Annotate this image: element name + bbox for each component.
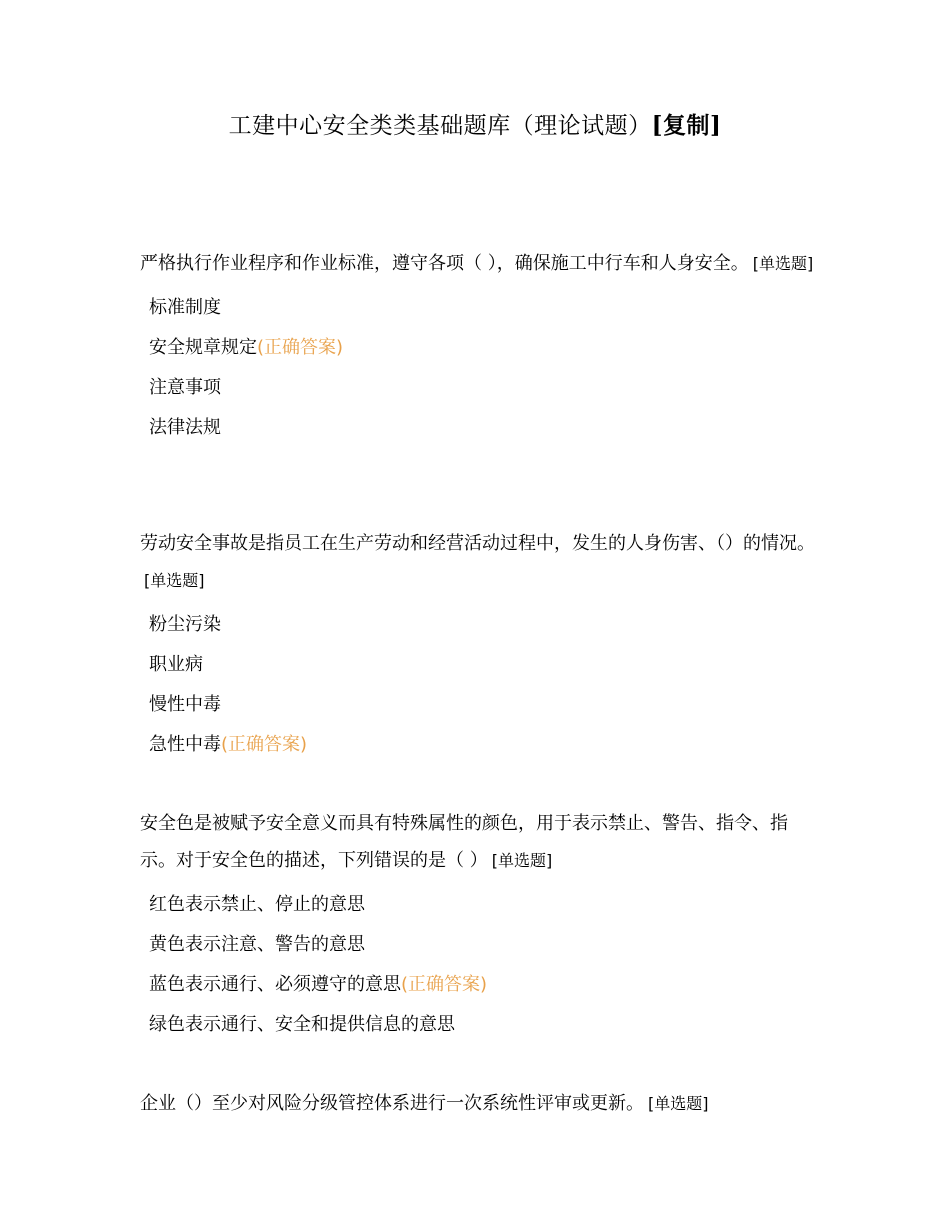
- option-item[interactable]: [140, 645, 820, 685]
- option-item[interactable]: [140, 605, 820, 645]
- option-label: 法律法规: [149, 417, 221, 438]
- option-item[interactable]: [140, 925, 820, 965]
- option-label: 蓝色表示通行、必须遵守的意思: [149, 974, 401, 995]
- option-item[interactable]: [140, 1005, 820, 1045]
- correct-answer-mark: (正确答案): [257, 337, 344, 358]
- question-stem: 安全色是被赋予安全意义而具有特殊属性的颜色，用于表示禁止、警告、指令、指示。对于安全色的描述，下列错误的是（ ）: [140, 813, 788, 871]
- correct-answer-mark: (正确答案): [221, 734, 308, 755]
- correct-answer-mark: (正确答案): [401, 974, 488, 995]
- question-text: [140, 1085, 820, 1122]
- option-item[interactable]: [140, 685, 820, 725]
- question-stem: 严格执行作业程序和作业标准，遵守各项（ ），确保施工中行车和人身安全。: [140, 253, 749, 274]
- question-text: [140, 245, 820, 282]
- option-label: 慢性中毒: [149, 694, 221, 715]
- question-4: [140, 1085, 820, 1122]
- option-item[interactable]: [140, 288, 820, 328]
- question-text: [140, 525, 820, 599]
- option-list: [140, 885, 820, 1045]
- option-label: 急性中毒: [149, 734, 221, 755]
- question-2: [140, 525, 820, 765]
- option-label: 粉尘污染: [149, 614, 221, 635]
- option-list: [140, 605, 820, 765]
- document-title: [0, 108, 950, 144]
- option-item[interactable]: [140, 885, 820, 925]
- option-list: [140, 288, 820, 448]
- option-label: 职业病: [149, 654, 203, 675]
- option-item[interactable]: [140, 725, 820, 765]
- question-type-badge: [单选题]: [648, 1094, 709, 1113]
- option-label: 安全规章规定: [149, 337, 257, 358]
- question-stem: 企业（）至少对风险分级管控体系进行一次系统性评审或更新。: [140, 1093, 644, 1114]
- option-item[interactable]: [140, 965, 820, 1005]
- document-title-text: 工建中心安全类类基础题库（理论试题）: [228, 113, 652, 139]
- option-label: 黄色表示注意、警告的意思: [149, 934, 365, 955]
- question-type-badge: [单选题]: [144, 571, 205, 590]
- option-label: 标准制度: [149, 297, 221, 318]
- question-3: [140, 805, 820, 1045]
- option-item[interactable]: [140, 368, 820, 408]
- option-label: 红色表示禁止、停止的意思: [149, 894, 365, 915]
- question-type-badge: [单选题]: [491, 851, 553, 870]
- option-label: 注意事项: [149, 377, 221, 398]
- option-label: 绿色表示通行、安全和提供信息的意思: [149, 1014, 455, 1035]
- copy-link[interactable]: [复制]: [651, 112, 722, 139]
- option-item[interactable]: [140, 328, 820, 368]
- question-text: [140, 805, 820, 879]
- question-stem: 劳动安全事故是指员工在生产劳动和经营活动过程中，发生的人身伤害、（）的情况。: [140, 533, 815, 554]
- question-1: [140, 245, 820, 448]
- option-item[interactable]: [140, 408, 820, 448]
- question-type-badge: [单选题]: [752, 254, 814, 273]
